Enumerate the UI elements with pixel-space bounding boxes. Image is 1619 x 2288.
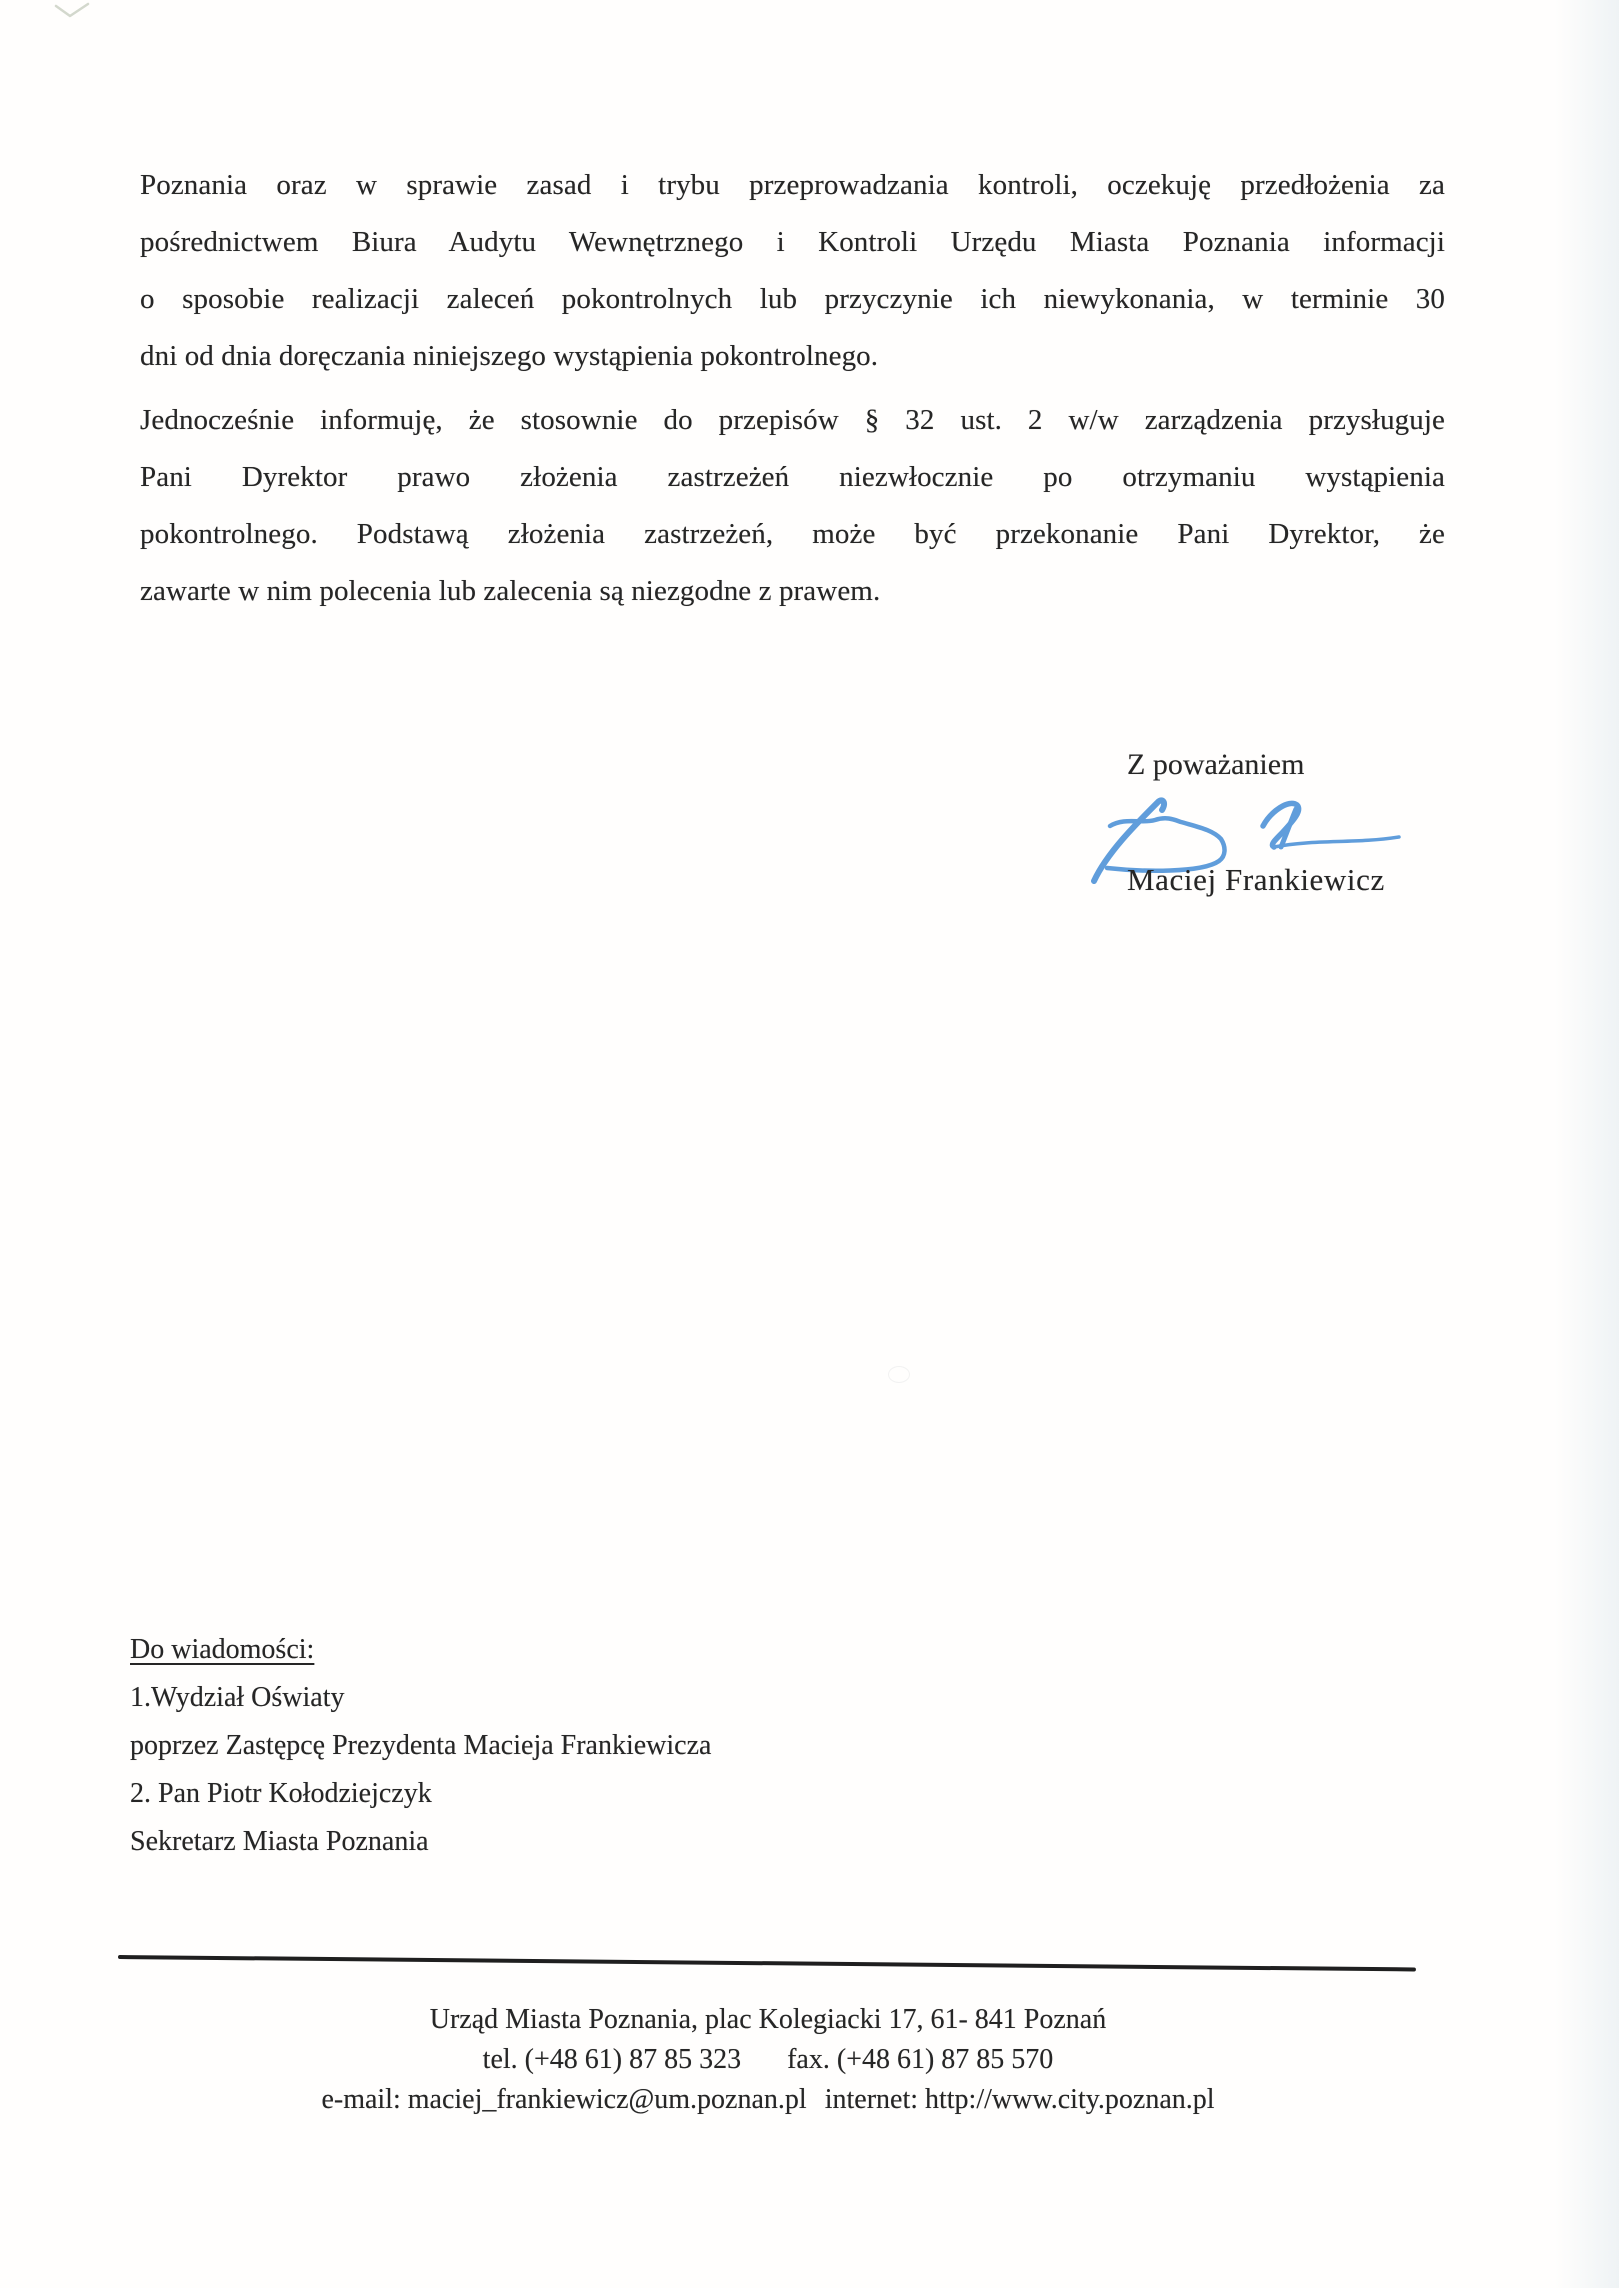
signatory-name: Maciej Frankiewicz	[1127, 862, 1385, 897]
scan-smudge-artifact	[888, 1366, 910, 1383]
body-line: pośrednictwem Biura Audytu Wewnętrznego i Kontroli Urzędu Miasta Poznania informacji	[140, 226, 1445, 258]
scan-edge-shading	[1555, 0, 1619, 2288]
cc-line: 1.Wydział Oświaty	[130, 1682, 345, 1713]
scan-corner-artifact-icon	[48, 0, 96, 24]
body-line: zawarte w nim polecenia lub zalecenia są niezgodne z prawem.	[140, 575, 881, 607]
cc-line: poprzez Zastępcę Prezydenta Macieja Frankiewicza	[130, 1730, 712, 1761]
footer-email: e-mail: maciej_frankiewicz@um.poznan.pl	[321, 2084, 807, 2115]
footer-divider	[118, 1955, 1416, 1971]
cc-line: 2. Pan Piotr Kołodziejczyk	[130, 1778, 432, 1809]
handwritten-signature-icon	[1083, 793, 1408, 921]
footer-address: Urząd Miasta Poznania, plac Kolegiacki 17, 61- 841 Poznań	[429, 2004, 1107, 2035]
cc-block	[130, 1626, 711, 1866]
body-line: Poznania oraz w sprawie zasad i trybu przeprowadzania kontroli, oczekuję przedłożenia za	[140, 169, 1445, 201]
footer-tel: tel. (+48 61) 87 85 323	[482, 2044, 742, 2075]
letter-body	[140, 157, 1445, 620]
footer-online-line	[103, 2080, 1433, 2120]
body-line: Pani Dyrektor prawo złożenia zastrzeżeń niezwłocznie po otrzymaniu wystąpienia	[140, 461, 1445, 493]
body-line: pokontrolnego. Podstawą złożenia zastrzeżeń, może być przekonanie Pani Dyrektor, że	[140, 518, 1445, 550]
footer-phone-line	[103, 2040, 1433, 2080]
closing-salutation: Z poważaniem	[1127, 748, 1305, 781]
body-line: Jednocześnie informuję, że stosownie do przepisów § 32 ust. 2 w/w zarządzenia przysługuje	[140, 404, 1445, 436]
cc-line: Sekretarz Miasta Poznania	[130, 1826, 429, 1857]
footer	[103, 2000, 1433, 2120]
paragraph-1	[140, 157, 1445, 385]
body-line: dni od dnia doręczania niniejszego wystąpienia pokontrolnego.	[140, 340, 879, 372]
paragraph-2	[140, 392, 1445, 620]
cc-heading: Do wiadomości:	[130, 1634, 315, 1665]
body-line: o sposobie realizacji zaleceń pokontrolnych lub przyczynie ich niewykonania, w terminie 30	[140, 283, 1445, 315]
footer-fax: fax. (+48 61) 87 85 570	[787, 2044, 1054, 2075]
footer-internet: internet: http://www.city.poznan.pl	[824, 2084, 1215, 2115]
